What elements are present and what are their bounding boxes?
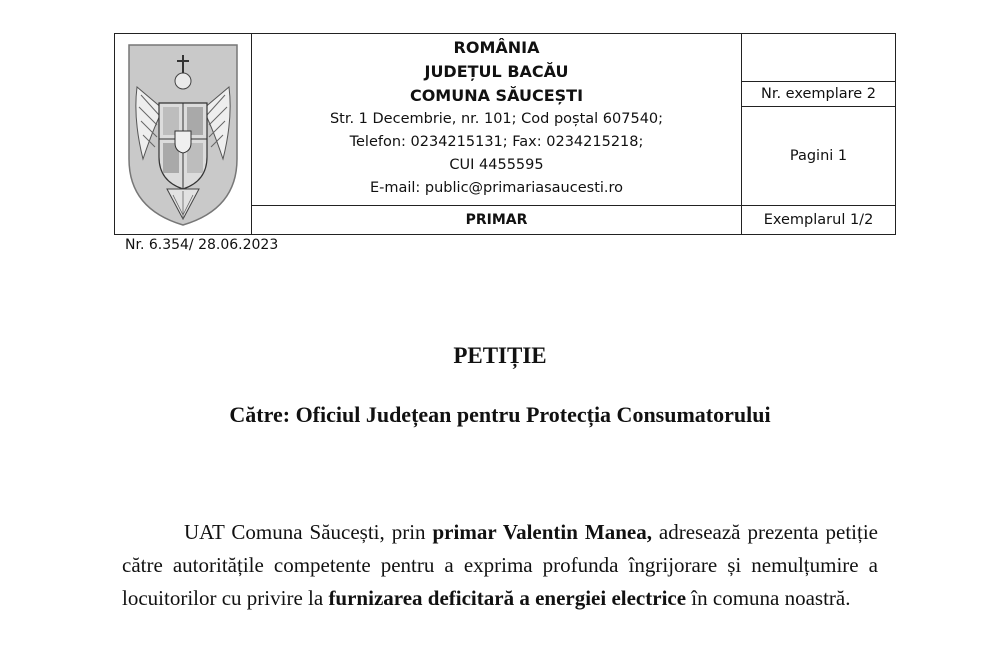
document-meta-cell — [742, 34, 895, 234]
crest-cell — [115, 34, 252, 234]
romania-coat-of-arms-icon — [123, 39, 243, 229]
commune-name: COMUNA SĂUCEȘTI — [409, 86, 584, 105]
address-line: Str. 1 Decembrie, nr. 101; Cod poștal 607540; — [329, 111, 664, 127]
phone-fax-line: Telefon: 0234215131; Fax: 0234215218; — [349, 134, 644, 150]
country-name: ROMÂNIA — [453, 38, 540, 57]
institution-details — [252, 34, 741, 206]
county-name: JUDEȚUL BACĂU — [424, 62, 569, 81]
petition-paragraph — [122, 516, 878, 615]
meta-blank — [742, 34, 895, 82]
issue-highlight: furnizarea deficitară a energiei electrice — [328, 586, 687, 610]
paragraph-text-1: UAT Comuna Săucești, prin — [184, 520, 433, 544]
letterhead-table — [114, 33, 896, 235]
addressee: Către: Oficiul Județean pentru Protecția Consumatorului — [229, 402, 771, 427]
page-count: Pagini 1 — [742, 107, 895, 206]
copy-number: Exemplarul 1/2 — [763, 212, 874, 228]
paragraph-text-3: în comuna noastră. — [686, 586, 851, 610]
email-line: E-mail: public@primariasaucesti.ro — [369, 180, 624, 196]
paragraph-text-2: adresează prezenta petiție către autoritățile competente pentru a exprima profunda îngrijorare și nemulțumire a locuitorilor cu privire la — [122, 520, 878, 610]
copies-count: Nr. exemplare 2 — [742, 82, 895, 107]
office-label: PRIMAR — [465, 212, 528, 228]
institution-cell — [252, 34, 742, 234]
document-title: PETIȚIE — [453, 343, 547, 368]
registration-number: Nr. 6.354/ 28.06.2023 — [125, 237, 279, 253]
cui-line: CUI 4455595 — [449, 157, 544, 173]
mayor-name: primar Valentin Manea, — [432, 520, 652, 544]
